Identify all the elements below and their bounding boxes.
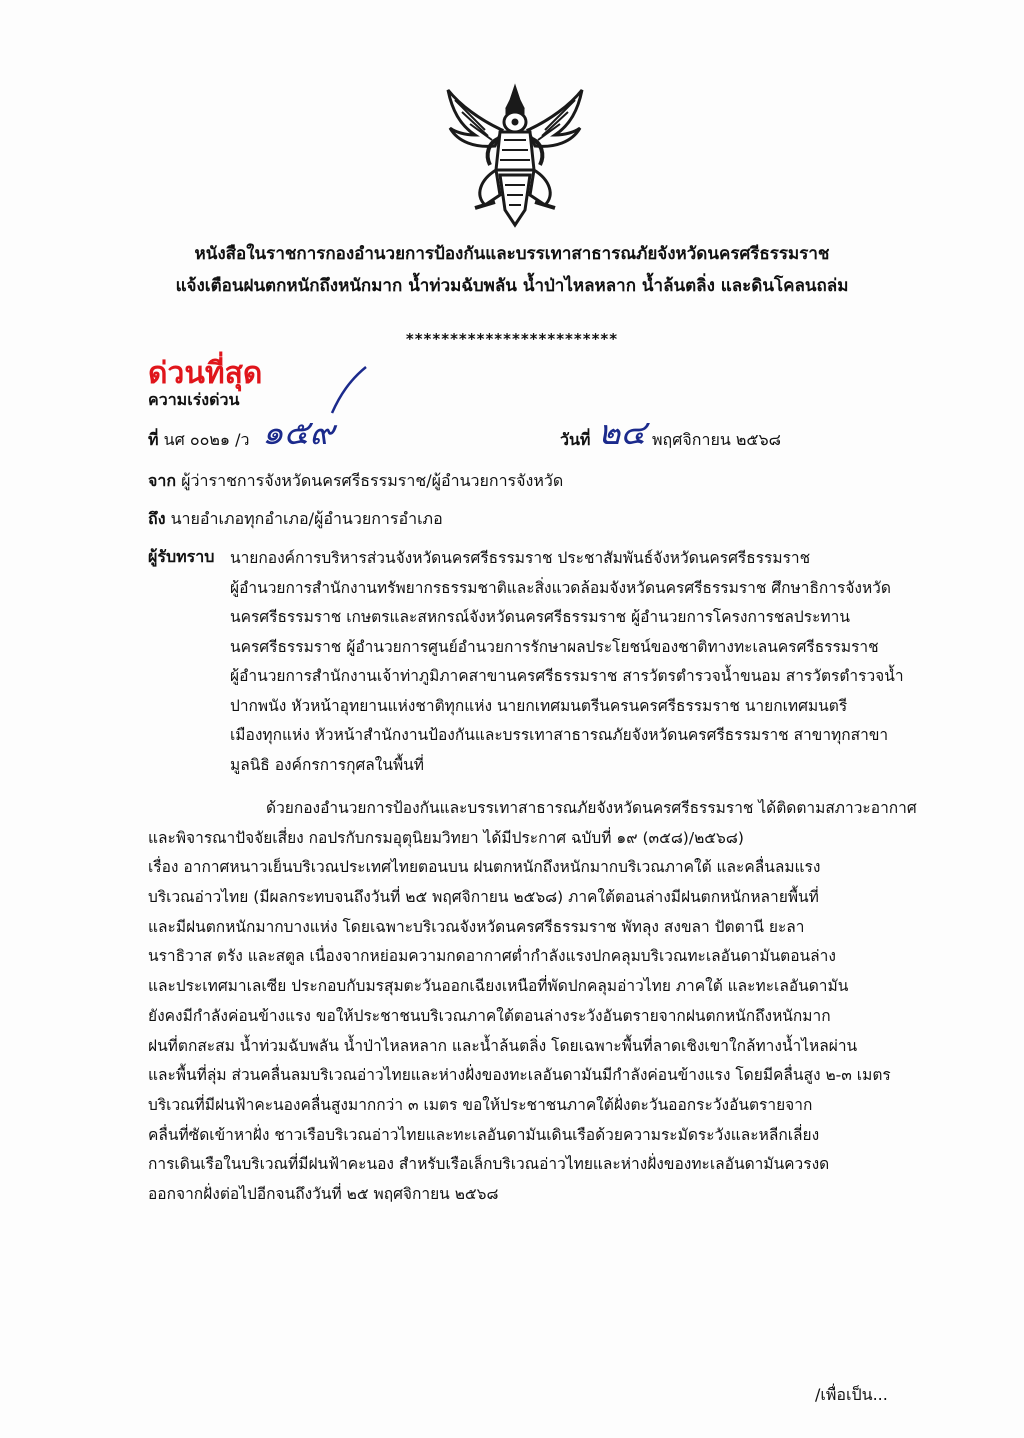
reference-number <box>148 428 250 453</box>
from-label: จาก <box>148 471 177 490</box>
garuda-emblem-icon <box>440 80 590 230</box>
header-line-2: แจ้งเตือนฝนตกหนักถึงหนักมาก น้ำท่วมฉับพลัน น้ำป่าไหลหลาก น้ำล้นตลิ่ง และดินโคลนถล่ม <box>175 276 849 296</box>
document-date <box>560 428 590 453</box>
body-line: และประเทศมาเลเซีย ประกอบกับมรสุมตะวันออกเฉียงเหนือที่พัดปกคลุมอ่าวไทย ภาคใต้ และทะเลอันดามัน <box>148 977 849 996</box>
body-line: บริเวณอ่าวไทย (มีผลกระทบจนถึงวันที่ ๒๕ พฤศจิกายน ๒๕๖๘) ภาคใต้ตอนล่างมีฝนตกหนักหลายพื้นที่ <box>148 888 819 907</box>
handwritten-date-day: ๒๔ <box>598 413 647 453</box>
recipients-line: ผู้อำนวยการสำนักงานเจ้าท่าภูมิภาคสาขานครศรีธรรมราช สารวัตรตำรวจน้ำขนอม สารวัตรตำรวจน้ำ <box>230 667 904 685</box>
handwritten-number: ๑๕๙ <box>262 413 335 453</box>
to-value: นายอำเภอทุกอำเภอ/ผู้อำนวยการอำเภอ <box>170 509 443 528</box>
body-line: ออกจากฝั่งต่อไปอีกจนถึงวันที่ ๒๕ พฤศจิกายน ๒๕๖๘ <box>148 1184 499 1203</box>
reference-number-value: นศ ๐๐๒๑ /ว <box>163 430 250 449</box>
body-line: เรื่อง อากาศหนาวเย็นบริเวณประเทศไทยตอนบน ฝนตกหนักถึงหนักมากบริเวณภาคใต้ และคลื่นลมแรง <box>148 858 821 877</box>
recipients-line: ผู้อำนวยการสำนักงานทรัพยากรธรรมชาติและสิ่งแวดล้อมจังหวัดนครศรีธรรมราช ศึกษาธิการจังหวัด <box>230 578 891 597</box>
header-line-1: หนังสือในราชการกองอำนวยการป้องกันและบรรเทาสาธารณภัยจังหวัดนครศรีธรรมราช <box>194 244 830 264</box>
handwritten-stroke <box>330 365 370 415</box>
body-line: ยังคงมีกำลังค่อนข้างแรง ขอให้ประชาชนบริเวณภาคใต้ตอนล่างระวังอันตรายจากฝนตกหนักถึงหนักมาก <box>148 1006 831 1025</box>
body-line: การเดินเรือในบริเวณที่มีฝนฟ้าคะนอง สำหรับเรือเล็กบริเวณอ่าวไทยและห่างฝั่งของทะเลอันดามันควรงด <box>148 1155 830 1174</box>
recipients-line: เมืองทุกแห่ง หัวหน้าสำนักงานป้องกันและบรรเทาสาธารณภัยจังหวัดนครศรีธรรมราช สาขาทุกสาขา <box>230 726 889 744</box>
body-line: ด้วยกองอำนวยการป้องกันและบรรเทาสาธารณภัยจังหวัดนครศรีธรรมราช ได้ติดตามสภาวะอากาศ <box>266 799 917 817</box>
recipients-line: ปากพนัง หัวหน้าอุทยานแห่งชาติทุกแห่ง นายกเทศมนตรีนครนครศรีธรรมราช นายกเทศมนตรี <box>230 696 848 715</box>
body-line: และพิจารณาปัจจัยเสี่ยง กอปรกับกรมอุตุนิยมวิทยา ได้มีประกาศ ฉบับที่ ๑๙ (๓๕๘)/๒๕๖๘) <box>148 828 744 847</box>
urgency-stamp: ด่วนที่สุด <box>148 356 263 391</box>
recipients-text <box>230 545 930 781</box>
recipients-line: นครศรีธรรมราช เกษตรและสหกรณ์จังหวัดนครศรีธรรมราช ผู้อำนวยการโครงการชลประทาน <box>230 608 850 626</box>
to-label: ถึง <box>148 509 166 528</box>
body-line: และมีฝนตกหนักมากบางแห่ง โดยเฉพาะบริเวณจังหวัดนครศรีธรรมราช พัทลุง สงขลา ปัตตานี ยะลา <box>148 917 805 936</box>
date-month-year: พฤศจิกายน ๒๕๖๘ <box>652 430 781 449</box>
reference-number-label: ที่ <box>148 430 159 449</box>
body-line: ฝนที่ตกสะสม น้ำท่วมฉับพลัน น้ำป่าไหลหลาก และน้ำล้นตลิ่ง โดยเฉพาะพื้นที่ลาดเชิงเขาใกล้ทางน้ำไหลผ่าน <box>148 1036 858 1055</box>
body-line: และพื้นที่ลุ่ม ส่วนคลื่นลมบริเวณอ่าวไทยและห่างฝั่งของทะเลอันดามันมีกำลังค่อนข้างแรง โดยมีคลื่นสูง ๒-๓ เมตร <box>148 1066 891 1085</box>
urgency-label: ความเร่งด่วน <box>148 390 240 409</box>
from-value: ผู้ว่าราชการจังหวัดนครศรีธรรมราช/ผู้อำนวยการจังหวัด <box>181 471 564 490</box>
from-line <box>148 469 563 494</box>
continuation-marker: /เพื่อเป็น... <box>815 1385 888 1404</box>
body-paragraph <box>148 795 938 1211</box>
recipients-line: นครศรีธรรมราช ผู้อำนวยการศูนย์อำนวยการรักษาผลประโยชน์ของชาติทางทะเลนครศรีธรรมราช <box>230 637 879 656</box>
header-separator: ************************ <box>405 330 619 348</box>
body-line: บริเวณที่มีฝนฟ้าคะนองคลื่นสูงมากกว่า ๓ เมตร ขอให้ประชาชนภาคใต้ฝั่งตะวันออกระวังอันตรายจาก <box>148 1095 813 1114</box>
date-label: วันที่ <box>560 430 591 449</box>
recipients-line: มูลนิธิ องค์กรการกุศลในพื้นที่ <box>230 755 424 774</box>
to-line <box>148 507 443 532</box>
body-line: นราธิวาส ตรัง และสตูล เนื่องจากหย่อมความกดอากาศต่ำกำลังแรงปกคลุมบริเวณทะเลอันดามันตอนล่าง <box>148 947 836 966</box>
body-line: คลื่นที่ซัดเข้าหาฝั่ง ชาวเรือบริเวณอ่าวไทยและทะเลอันดามันเดินเรือด้วยความระมัดระวังและหลีกเลี่ยง <box>148 1125 820 1144</box>
recipients-line: นายกองค์การบริหารส่วนจังหวัดนครศรีธรรมราช ประชาสัมพันธ์จังหวัดนครศรีธรรมราช <box>230 549 811 567</box>
recipients-label: ผู้รับทราบ <box>148 547 215 566</box>
